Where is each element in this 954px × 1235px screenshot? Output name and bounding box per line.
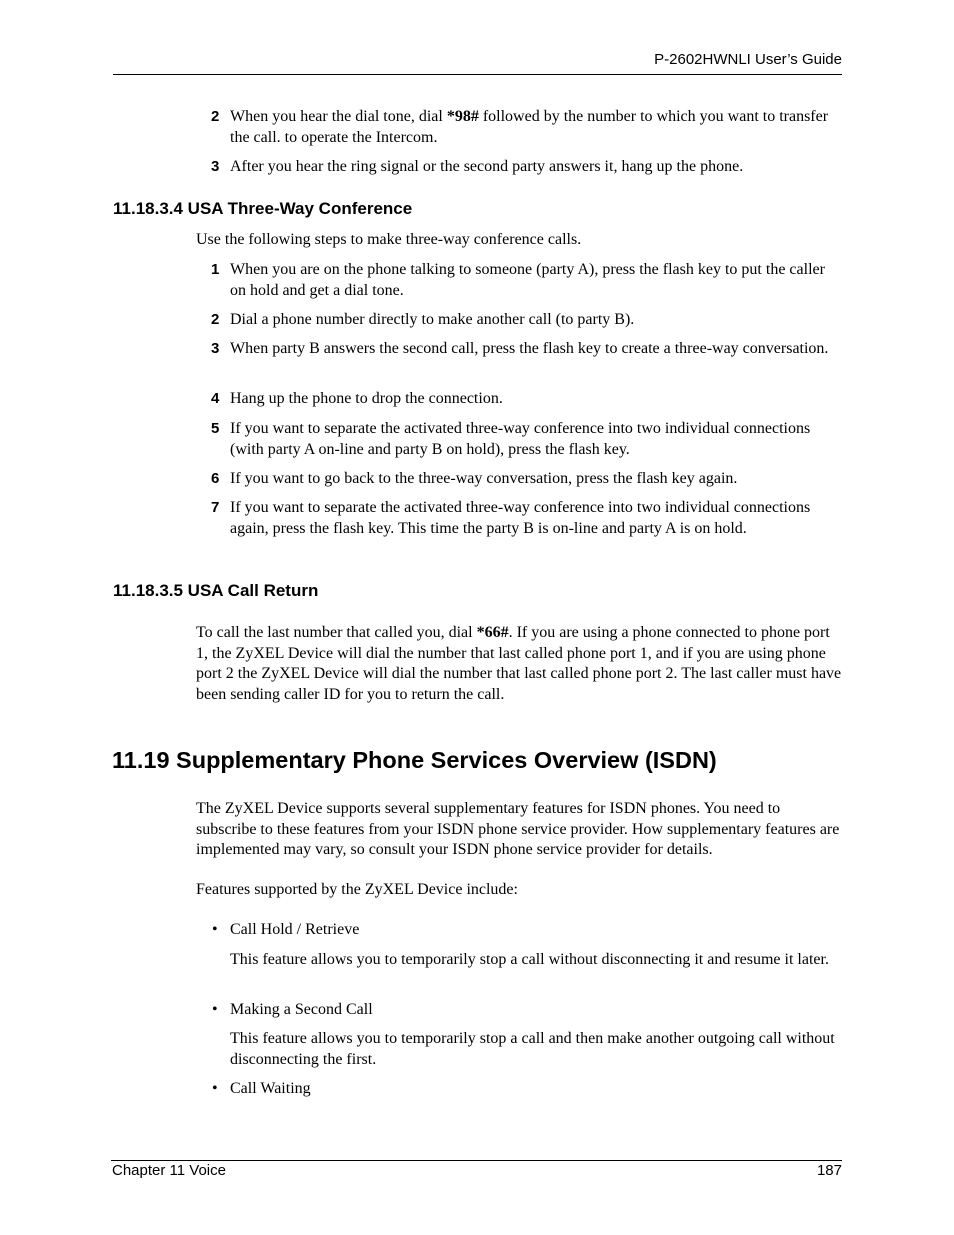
feature-name: Call Hold / Retrieve <box>230 921 360 938</box>
feature-list-item <box>212 920 844 941</box>
chapter-section-heading: 11.19 Supplementary Phone Services Overview (ISDN) <box>112 747 717 773</box>
section-intro: The ZyXEL Device supports several supplementary features for ISDN phones. You need to subscribe to these features from your ISDN phone service provider. How supplementary features are implemented may vary, so consult your ISDN phone service provider for details. <box>196 800 840 858</box>
step-text: If you want to separate the activated three-way conference into two individual connections again, press the flash key. This time the party B is on-line and party A is on hold. <box>230 499 811 537</box>
bullet-marker: • <box>212 1080 218 1097</box>
step-text-part: followed by the number to which you want to transfer the call. to operate the Intercom. <box>230 108 829 146</box>
feature-name: Making a Second Call <box>230 1001 373 1018</box>
feature-list-item <box>212 1000 844 1021</box>
list-item <box>211 260 844 301</box>
section-heading: 11.18.3.4 USA Three-Way Conference <box>113 199 413 218</box>
step-number: 5 <box>211 420 220 437</box>
step-number: 2 <box>211 108 220 125</box>
running-header-title: P-2602HWNLI User’s Guide <box>654 51 842 68</box>
list-item <box>211 339 844 360</box>
step-text: If you want to separate the activated three-way conference into two individual connections (with party A on-line and party B on hold), press the flash key. <box>230 420 811 458</box>
bullet-marker: • <box>212 921 218 938</box>
step-number: 3 <box>211 158 220 175</box>
section-heading: 11.18.3.5 USA Call Return <box>113 581 319 600</box>
step-number: 1 <box>211 261 220 278</box>
body-text-part: . If you are using a phone connected to phone port 1, the ZyXEL Device will dial the number that last called phone port 1, and if you are using phone port 2 the ZyXEL Device will dial the number that last called phone port 2. The last caller must have been sending caller ID for you to return the call. <box>196 624 842 703</box>
feature-name: Call Waiting <box>230 1080 311 1097</box>
list-item <box>211 310 844 331</box>
page-number: 187 <box>816 1162 842 1179</box>
step-text: When you are on the phone talking to someone (party A), press the flash key to put the caller on hold and get a dial tone. <box>230 261 825 299</box>
dial-code: *98# <box>446 108 479 125</box>
section-intro: Use the following steps to make three-way conference calls. <box>196 231 582 248</box>
step-text: After you hear the ring signal or the second party answers it, hang up the phone. <box>230 158 744 175</box>
features-intro: Features supported by the ZyXEL Device include: <box>196 881 518 898</box>
step-number: 3 <box>211 340 220 357</box>
list-item <box>211 107 844 148</box>
step-number: 2 <box>211 311 220 328</box>
feature-description: This feature allows you to temporarily stop a call without disconnecting it and resume it later. <box>230 951 829 968</box>
section-body <box>196 623 844 705</box>
step-text-part: When you hear the dial tone, dial <box>230 108 447 125</box>
list-item <box>211 498 844 539</box>
step-text: When party B answers the second call, press the flash key to create a three-way conversation. <box>230 340 829 357</box>
body-text-part: To call the last number that called you, dial <box>196 624 477 641</box>
footer-chapter: Chapter 11 Voice <box>112 1162 226 1179</box>
footer-divider <box>111 1160 842 1161</box>
step-text: Hang up the phone to drop the connection. <box>230 390 503 407</box>
list-item <box>211 157 844 178</box>
list-item <box>211 389 844 410</box>
bullet-marker: • <box>212 1001 218 1018</box>
step-text: If you want to go back to the three-way conversation, press the flash key again. <box>230 470 738 487</box>
step-number: 4 <box>211 390 220 407</box>
list-item <box>211 469 844 490</box>
step-number: 6 <box>211 470 220 487</box>
list-item <box>211 419 844 460</box>
header-divider <box>113 74 842 75</box>
dial-code: *66# <box>476 624 509 641</box>
step-number: 7 <box>211 499 220 516</box>
step-text: Dial a phone number directly to make another call (to party B). <box>230 311 635 328</box>
feature-description: This feature allows you to temporarily stop a call and then make another outgoing call without disconnecting the first. <box>230 1030 835 1068</box>
step-text <box>230 107 844 148</box>
feature-list-item <box>212 1079 844 1100</box>
